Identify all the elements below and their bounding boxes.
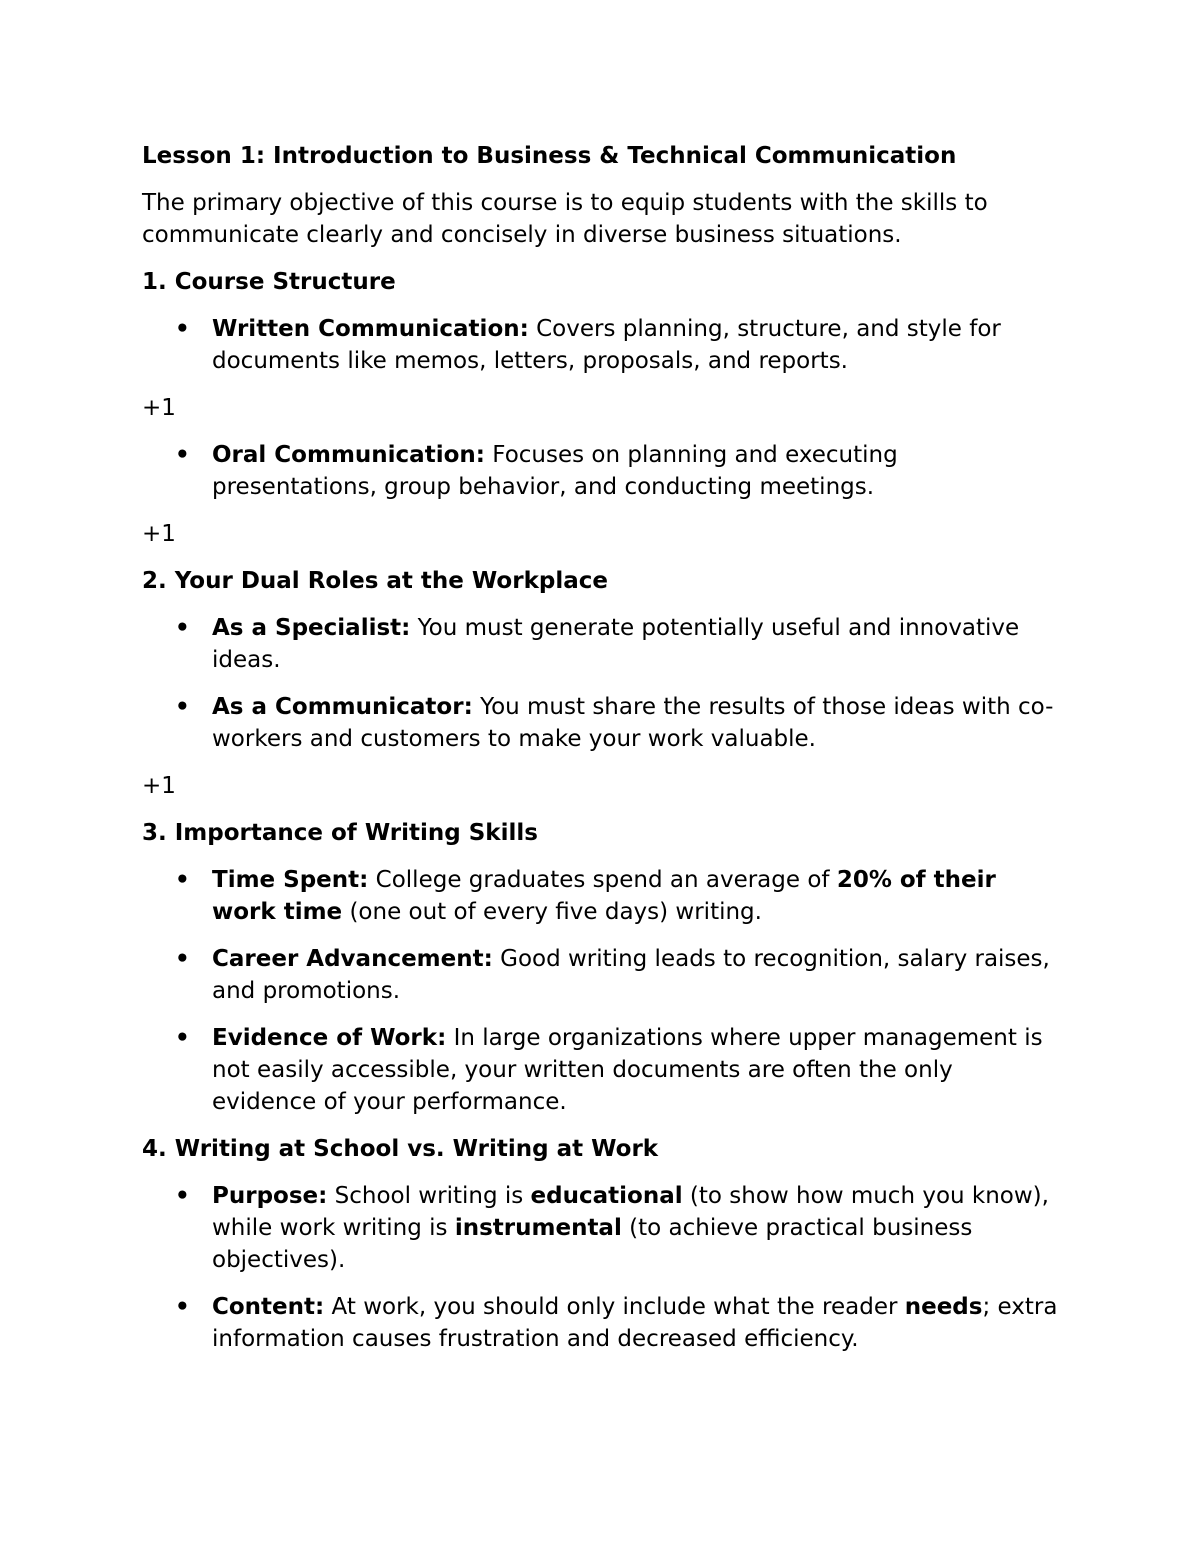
bullet-emphasis: needs — [904, 1294, 983, 1320]
bullet-text: Focuses on planning and executing presentations, group behavior, and conducting meetings. — [212, 442, 898, 500]
plus-one-marker: +1 — [142, 521, 176, 547]
bullet-text: (one out of every five days) writing. — [342, 899, 762, 925]
bullet-icon: • — [175, 694, 190, 720]
list-item — [142, 864, 1062, 928]
bullet-label: Content: — [212, 1294, 325, 1320]
bullet-label: Evidence of Work: — [212, 1025, 447, 1051]
bullet-text: In large organizations where upper management is not easily accessible, your written documents are often the only evidence of your performance. — [212, 1025, 1043, 1115]
bullet-text: You must share the results of those ideas with co-workers and customers to make your work valuable. — [212, 694, 1054, 752]
bullet-text: At work, you should only include what the reader — [324, 1294, 905, 1320]
list-item — [142, 612, 1062, 676]
bullet-icon: • — [175, 946, 190, 972]
bullet-list — [142, 313, 1062, 377]
document-page — [142, 140, 1062, 1370]
bullet-text: You must generate potentially useful and innovative ideas. — [212, 615, 1020, 673]
bullet-label: Purpose: — [212, 1183, 328, 1209]
document-title: Lesson 1: Introduction to Business & Technical Communication — [142, 143, 957, 169]
list-item — [142, 313, 1062, 377]
section-heading-course-structure: 1. Course Structure — [142, 269, 396, 295]
list-item — [142, 1291, 1062, 1355]
bullet-label: As a Specialist: — [212, 615, 411, 641]
list-item — [142, 1180, 1062, 1276]
bullet-label: Career Advancement: — [212, 946, 493, 972]
bullet-icon: • — [175, 867, 190, 893]
bullet-emphasis: 20% of their work time — [212, 867, 996, 925]
bullet-emphasis: instrumental — [454, 1215, 622, 1241]
bullet-label: As a Communicator: — [212, 694, 473, 720]
bullet-icon: • — [175, 615, 190, 641]
bullet-label: Written Communication: — [212, 316, 529, 342]
list-item — [142, 691, 1062, 755]
plus-one-marker: +1 — [142, 395, 176, 421]
bullet-icon: • — [175, 1294, 190, 1320]
bullet-text: Good writing leads to recognition, salary raises, and promotions. — [212, 946, 1050, 1004]
section-heading-dual-roles: 2. Your Dual Roles at the Workplace — [142, 568, 608, 594]
bullet-list — [142, 439, 1062, 503]
bullet-icon: • — [175, 316, 190, 342]
bullet-list — [142, 864, 1062, 1118]
bullet-emphasis: educational — [530, 1183, 683, 1209]
bullet-icon: • — [175, 1025, 190, 1051]
plus-one-marker: +1 — [142, 773, 176, 799]
bullet-icon: • — [175, 1183, 190, 1209]
bullet-label: Oral Communication: — [212, 442, 485, 468]
list-item — [142, 439, 1062, 503]
intro-paragraph: The primary objective of this course is to equip students with the skills to communicate clearly and concisely in diverse business situations. — [142, 190, 988, 248]
bullet-text: (to show how much you know), while work writing is — [212, 1183, 1049, 1241]
bullet-text: College graduates spend an average of — [368, 867, 837, 893]
bullet-list — [142, 612, 1062, 755]
bullet-icon: • — [175, 442, 190, 468]
list-item — [142, 943, 1062, 1007]
bullet-list — [142, 1180, 1062, 1355]
bullet-text: Covers planning, structure, and style for documents like memos, letters, proposals, and reports. — [212, 316, 1001, 374]
section-heading-school-vs-work: 4. Writing at School vs. Writing at Work — [142, 1136, 659, 1162]
list-item — [142, 1022, 1062, 1118]
bullet-text: School writing is — [327, 1183, 531, 1209]
bullet-text: (to achieve practical business objectives). — [212, 1215, 973, 1273]
bullet-label: Time Spent: — [212, 867, 369, 893]
bullet-text: ; extra information causes frustration and decreased efficiency. — [212, 1294, 1058, 1352]
section-heading-writing-skills: 3. Importance of Writing Skills — [142, 820, 538, 846]
